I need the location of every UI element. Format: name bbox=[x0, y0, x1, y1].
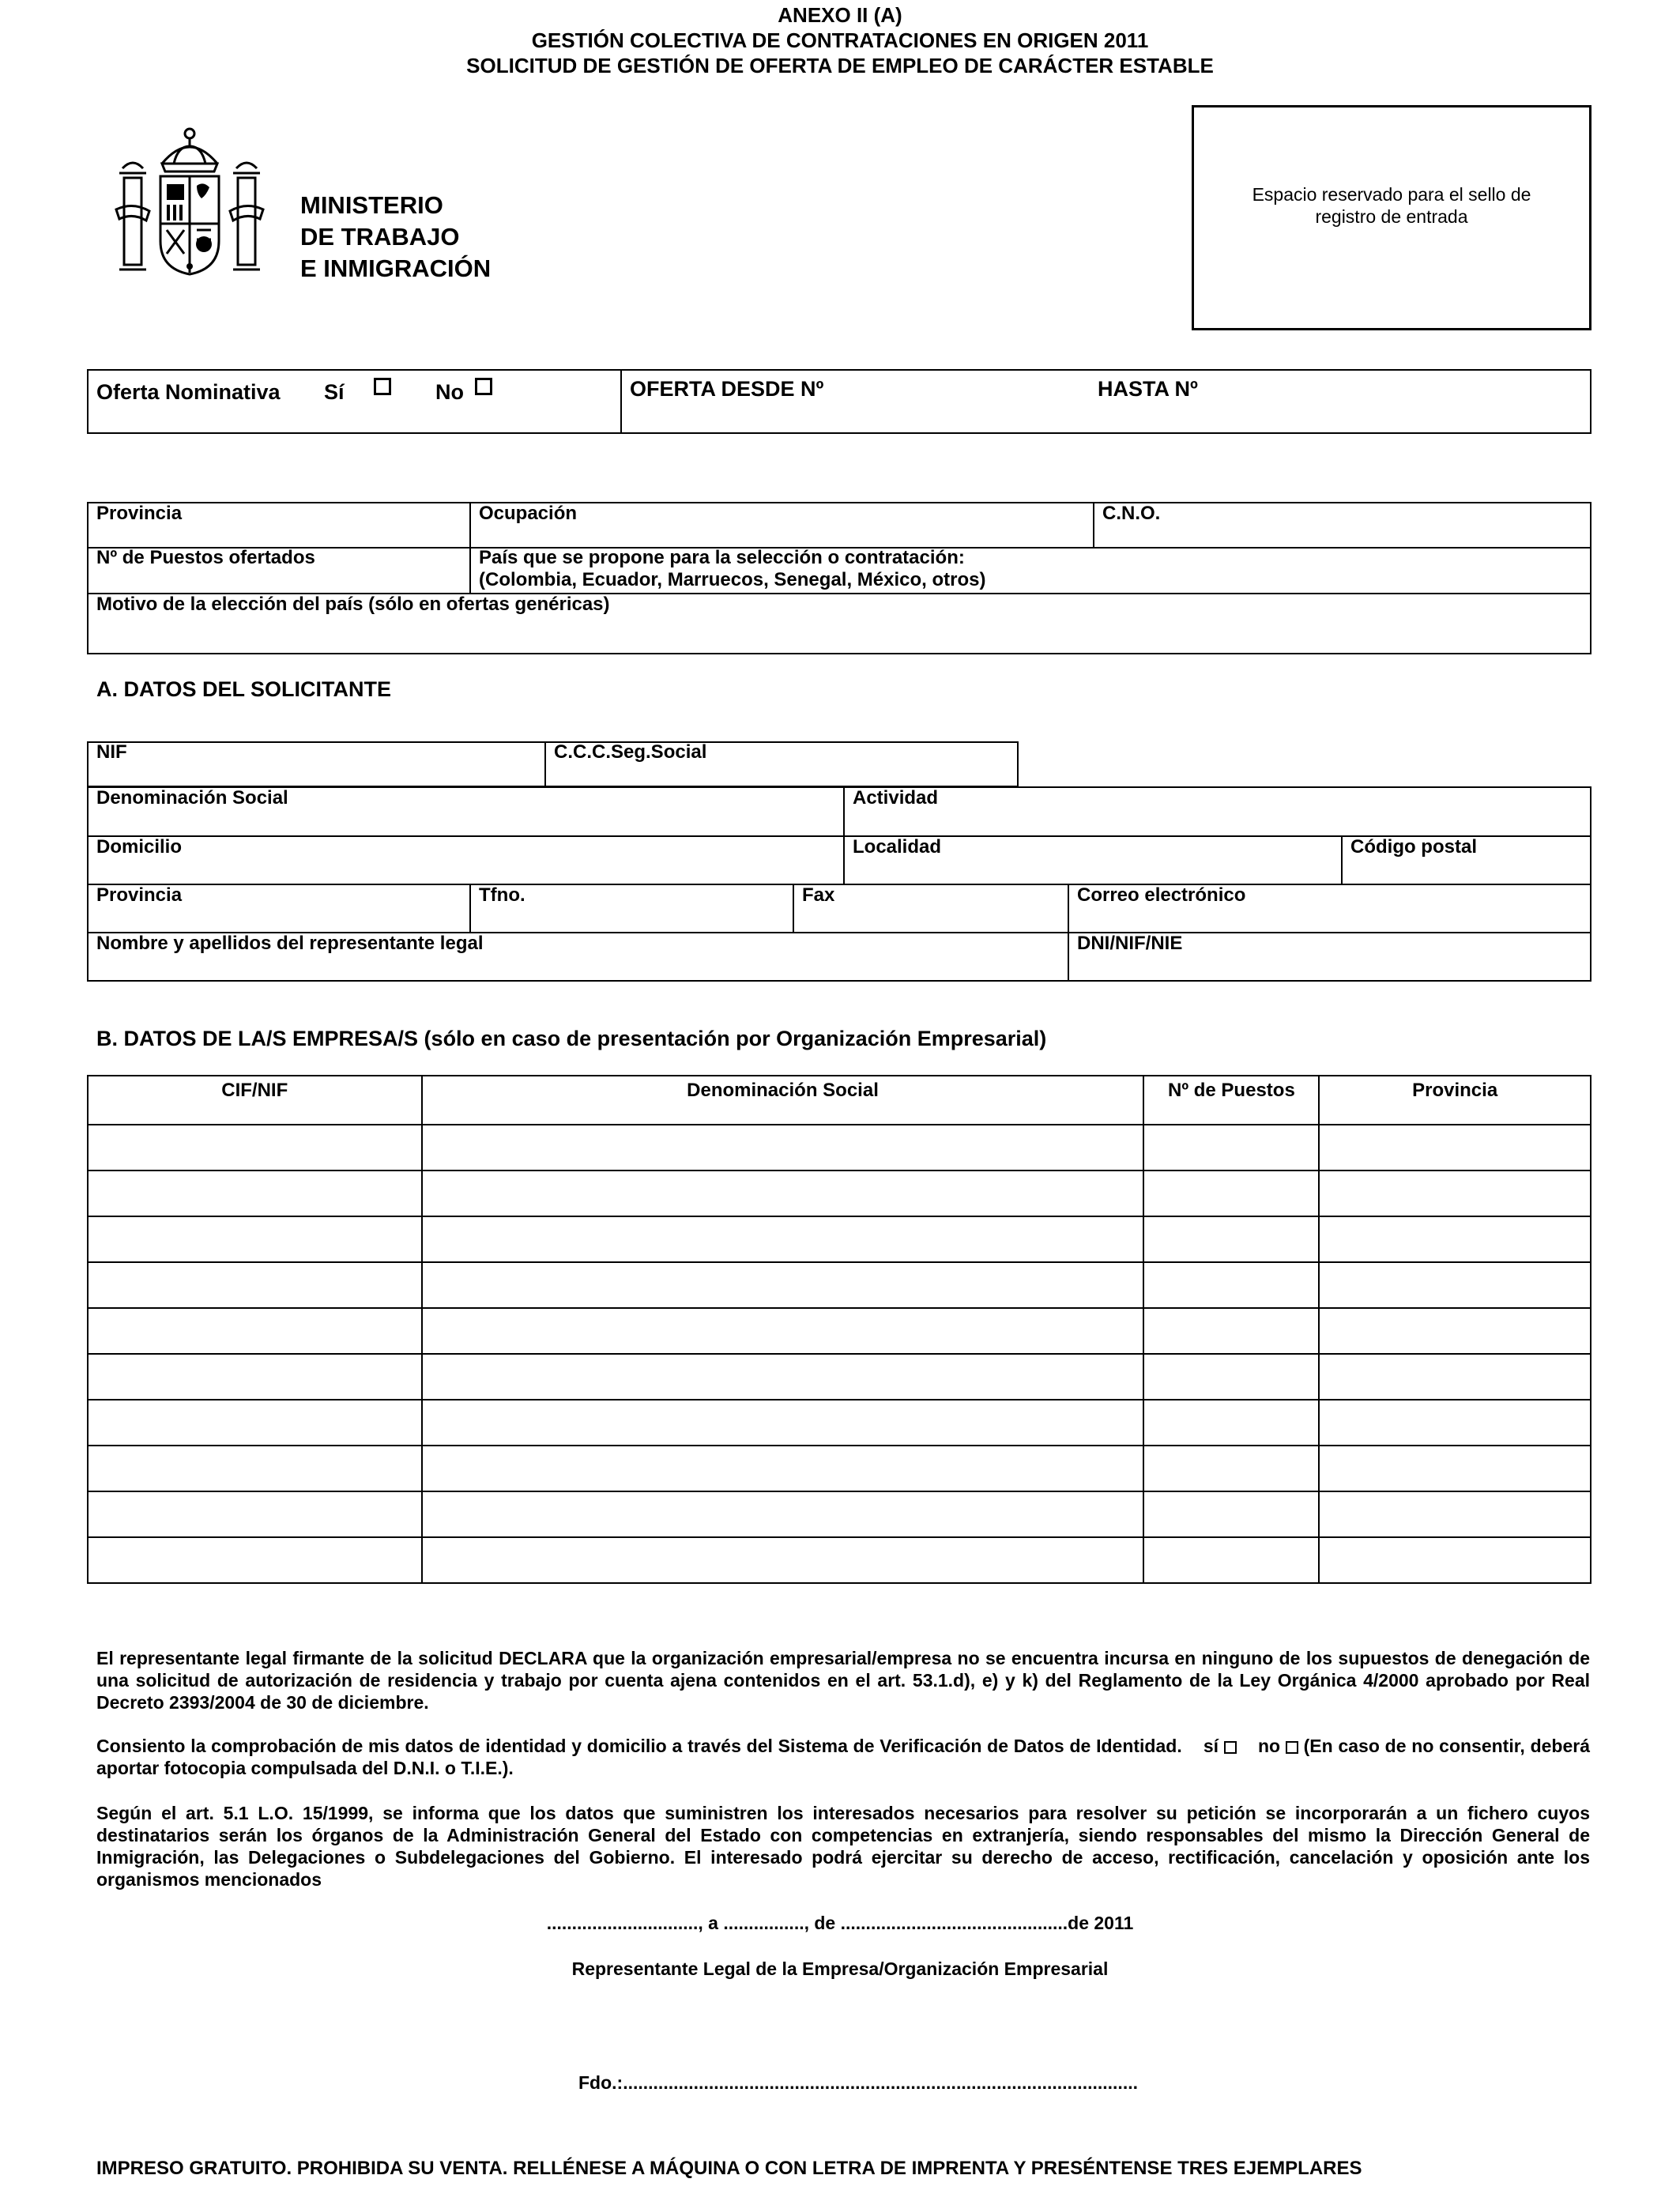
cif-nif-cell[interactable] bbox=[88, 1171, 422, 1216]
job-col-line-1 bbox=[469, 502, 471, 594]
puestos-cell[interactable] bbox=[1143, 1262, 1319, 1308]
offer-si-checkbox[interactable] bbox=[374, 378, 391, 395]
col-cif-nif: CIF/NIF bbox=[88, 1076, 422, 1125]
cif-nif-cell[interactable] bbox=[88, 1400, 422, 1446]
section-a-title: A. DATOS DEL SOLICITANTE bbox=[96, 677, 392, 701]
consent-note: (En caso de no consentir, deberá aportar fotocopia compulsada del D.N.I. o T.I.E.). bbox=[96, 1736, 1590, 1778]
puestos-cell[interactable] bbox=[1143, 1400, 1319, 1446]
consent-no-checkbox[interactable] bbox=[1286, 1741, 1298, 1754]
denominacion-label: Denominación Social bbox=[96, 787, 288, 809]
table-row bbox=[88, 1491, 1591, 1537]
table-row bbox=[88, 1125, 1591, 1171]
denominacion-cell[interactable] bbox=[422, 1171, 1144, 1216]
ccc-label: C.C.C.Seg.Social bbox=[554, 741, 707, 763]
denominacion-cell[interactable] bbox=[422, 1125, 1144, 1171]
consent-no-label: no bbox=[1257, 1736, 1281, 1756]
consent-text: Consiento la comprobación de mis datos de identidad y domicilio a través del Sistema de Verificación de Datos de Identidad. bbox=[96, 1736, 1182, 1756]
dni-label: DNI/NIF/NIE bbox=[1077, 933, 1183, 954]
job-pais-examples: (Colombia, Ecuador, Marruecos, Senegal, México, otros) bbox=[479, 569, 986, 590]
col-provincia: Provincia bbox=[1319, 1076, 1591, 1125]
domicilio-label: Domicilio bbox=[96, 836, 183, 858]
applicant-col-line-3 bbox=[469, 884, 471, 933]
puestos-cell[interactable] bbox=[1143, 1537, 1319, 1583]
nif-row-box bbox=[87, 741, 1019, 787]
section-b-title: B. DATOS DE LA/S EMPRESA/S (sólo en caso de presentación por Organización Empresarial) bbox=[96, 1027, 1047, 1050]
provincia-cell[interactable] bbox=[1319, 1537, 1591, 1583]
denominacion-cell[interactable] bbox=[422, 1537, 1144, 1583]
registry-stamp-box bbox=[1192, 105, 1591, 330]
table-row bbox=[88, 1400, 1591, 1446]
provincia-cell[interactable] bbox=[1319, 1216, 1591, 1262]
puestos-cell[interactable] bbox=[1143, 1308, 1319, 1354]
localidad-label: Localidad bbox=[853, 836, 942, 858]
table-row bbox=[88, 1171, 1591, 1216]
job-motivo-label: Motivo de la elección del país (sólo en ofertas genéricas) bbox=[96, 594, 610, 615]
puestos-cell[interactable] bbox=[1143, 1125, 1319, 1171]
provincia-cell[interactable] bbox=[1319, 1446, 1591, 1491]
puestos-cell[interactable] bbox=[1143, 1171, 1319, 1216]
job-col-line-2 bbox=[1093, 502, 1094, 548]
offer-box bbox=[87, 369, 1591, 434]
puestos-cell[interactable] bbox=[1143, 1354, 1319, 1400]
provincia-cell[interactable] bbox=[1319, 1171, 1591, 1216]
form-subtitle: GESTIÓN COLECTIVA DE CONTRATACIONES EN ORIGEN 2011 bbox=[531, 28, 1149, 52]
table-row bbox=[88, 1446, 1591, 1491]
offer-no-label: No bbox=[435, 380, 464, 404]
provincia-cell[interactable] bbox=[1319, 1354, 1591, 1400]
cif-nif-cell[interactable] bbox=[88, 1446, 422, 1491]
ministry-line-2: DE TRABAJO bbox=[300, 223, 460, 251]
data-protection-paragraph: Según el art. 5.1 L.O. 15/1999, se informa que los datos que suministren los interesados necesarios para resolver su petición se incorporarán a un fichero cuyos destinatarios serán los órganos de la Administración General del Estado con competencias en extranjería, siendo responsables del mismo la Dirección General de Inmigración, las Delegaciones o Subdelegaciones del Gobierno. El interesado podrá ejercitar su derecho de acceso, rectificación, cancelación y oposición ante los organismos mencionados bbox=[96, 1803, 1590, 1890]
applicant-col-line-5 bbox=[1068, 884, 1069, 982]
consent-si-checkbox[interactable] bbox=[1224, 1741, 1237, 1754]
footer-notice: IMPRESO GRATUITO. PROHIBIDA SU VENTA. RELLÉNESE A MÁQUINA O CON LETRA DE IMPRENTA Y PRESÉNTENSE TRES EJEMPLARES bbox=[96, 2158, 1362, 2179]
denominacion-cell[interactable] bbox=[422, 1308, 1144, 1354]
provincia-cell[interactable] bbox=[1319, 1400, 1591, 1446]
signer-role: Representante Legal de la Empresa/Organización Empresarial bbox=[571, 1958, 1109, 1979]
stamp-placeholder-text: Espacio reservado para el sello de registro de entrada bbox=[1252, 184, 1531, 227]
provincia-cell[interactable] bbox=[1319, 1262, 1591, 1308]
form-title: SOLICITUD DE GESTIÓN DE OFERTA DE EMPLEO DE CARÁCTER ESTABLE bbox=[466, 54, 1214, 77]
codigo-postal-label: Código postal bbox=[1350, 836, 1477, 858]
offer-divider bbox=[620, 369, 622, 434]
offer-desde-label: OFERTA DESDE Nº bbox=[630, 377, 824, 401]
coat-of-arms-logo bbox=[115, 123, 265, 281]
nif-label: NIF bbox=[96, 741, 127, 763]
job-cno-label: C.N.O. bbox=[1102, 503, 1161, 524]
provincia-cell[interactable] bbox=[1319, 1491, 1591, 1537]
table-row bbox=[88, 1537, 1591, 1583]
col-puestos: Nº de Puestos bbox=[1143, 1076, 1319, 1125]
table-row bbox=[88, 1262, 1591, 1308]
provincia-label: Provincia bbox=[96, 884, 183, 906]
representante-label: Nombre y apellidos del representante legal bbox=[96, 933, 484, 954]
denominacion-cell[interactable] bbox=[422, 1400, 1144, 1446]
job-provincia-label: Provincia bbox=[96, 503, 183, 524]
job-pais-label: País que se propone para la selección o contratación: bbox=[479, 547, 965, 568]
offer-si-label: Sí bbox=[324, 380, 345, 404]
denominacion-cell[interactable] bbox=[422, 1216, 1144, 1262]
ministry-line-3: E INMIGRACIÓN bbox=[300, 254, 492, 282]
offer-hasta-label: HASTA Nº bbox=[1098, 377, 1198, 401]
puestos-cell[interactable] bbox=[1143, 1446, 1319, 1491]
signature-line: Fdo.:...................................................................................................... bbox=[578, 2072, 1138, 2093]
correo-label: Correo electrónico bbox=[1077, 884, 1246, 906]
table-row bbox=[88, 1354, 1591, 1400]
cif-nif-cell[interactable] bbox=[88, 1537, 422, 1583]
ministry-name bbox=[300, 190, 491, 285]
actividad-label: Actividad bbox=[853, 787, 939, 809]
applicant-col-line-2 bbox=[1341, 835, 1343, 884]
job-ocupacion-label: Ocupación bbox=[479, 503, 578, 524]
job-puestos-label: Nº de Puestos ofertados bbox=[96, 547, 315, 568]
cif-nif-cell[interactable] bbox=[88, 1216, 422, 1262]
annex-title: ANEXO II (A) bbox=[778, 3, 902, 27]
fax-label: Fax bbox=[802, 884, 835, 906]
applicant-col-line-1 bbox=[843, 786, 845, 884]
provincia-cell[interactable] bbox=[1319, 1125, 1591, 1171]
offer-nominativa-label: Oferta Nominativa bbox=[96, 380, 281, 404]
table-row bbox=[88, 1216, 1591, 1262]
cif-nif-cell[interactable] bbox=[88, 1125, 422, 1171]
declaration-paragraph: El representante legal firmante de la solicitud DECLARA que la organización empresarial/empresa no se encuentra incursa en ninguno de los supuestos de denegación de una solicitud de autorización de residencia y trabajo por cuenta ajena contenidos en el art. 53.1.d), e) y k) del Reglamento de la Ley Orgánica 4/2000 aprobado por Real Decreto 2393/2004 de 30 de diciembre. bbox=[96, 1648, 1590, 1713]
denominacion-cell[interactable] bbox=[422, 1262, 1144, 1308]
companies-table bbox=[87, 1075, 1591, 1584]
applicant-row-line-2 bbox=[87, 884, 1591, 885]
cif-nif-cell[interactable] bbox=[88, 1354, 422, 1400]
consent-si-label: sí bbox=[1203, 1736, 1219, 1756]
cif-nif-cell[interactable] bbox=[88, 1308, 422, 1354]
companies-table-header bbox=[88, 1076, 1591, 1125]
puestos-cell[interactable] bbox=[1143, 1491, 1319, 1537]
ministry-line-1: MINISTERIO bbox=[300, 191, 443, 219]
table-row bbox=[88, 1308, 1591, 1354]
denominacion-cell[interactable] bbox=[422, 1354, 1144, 1400]
nif-divider bbox=[544, 741, 546, 787]
puestos-cell[interactable] bbox=[1143, 1216, 1319, 1262]
denominacion-cell[interactable] bbox=[422, 1491, 1144, 1537]
denominacion-cell[interactable] bbox=[422, 1446, 1144, 1491]
col-denominacion: Denominación Social bbox=[422, 1076, 1144, 1125]
cif-nif-cell[interactable] bbox=[88, 1262, 422, 1308]
offer-no-checkbox[interactable] bbox=[475, 378, 492, 395]
applicant-col-line-4 bbox=[793, 884, 794, 933]
date-line: .............................., a ................, de .............................................de 2011 bbox=[546, 1913, 1134, 1933]
provincia-cell[interactable] bbox=[1319, 1308, 1591, 1354]
cif-nif-cell[interactable] bbox=[88, 1491, 422, 1537]
consent-paragraph bbox=[96, 1735, 1590, 1779]
tfno-label: Tfno. bbox=[479, 884, 525, 906]
